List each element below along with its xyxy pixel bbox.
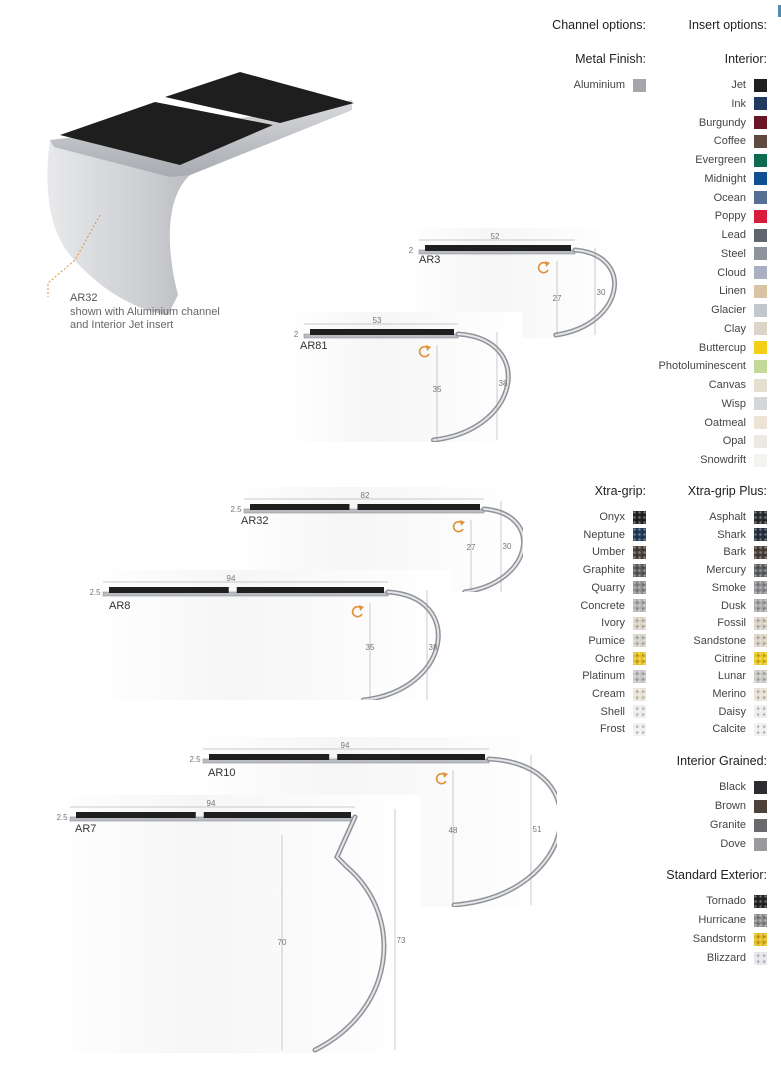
standard-exterior-option[interactable] bbox=[707, 949, 767, 967]
lip-dimension-label: 2.5 bbox=[189, 755, 201, 764]
swatch-label: Onyx bbox=[599, 511, 625, 523]
swatch-label: Photoluminescent bbox=[658, 360, 746, 373]
profile-insert-strip bbox=[209, 754, 329, 760]
swatch-label: Smoke bbox=[711, 581, 746, 594]
color-swatch bbox=[754, 800, 767, 813]
interior-option[interactable] bbox=[722, 395, 767, 413]
hero-caption bbox=[70, 292, 220, 333]
hero-code: AR32 bbox=[70, 292, 98, 304]
width-dimension-label: 82 bbox=[360, 491, 370, 500]
swatch-label: Glacier bbox=[711, 304, 746, 316]
color-swatch bbox=[754, 952, 767, 965]
profile-code: AR7 bbox=[75, 823, 97, 835]
interior-option[interactable] bbox=[714, 189, 767, 207]
swatch-label: Pumice bbox=[588, 634, 625, 647]
color-swatch bbox=[754, 819, 767, 832]
color-swatch bbox=[633, 634, 646, 647]
outer-height-label: 38 bbox=[428, 643, 438, 652]
color-swatch bbox=[754, 397, 767, 410]
rotate-icon-arrow bbox=[443, 772, 448, 778]
xtra-grip-plus-option[interactable] bbox=[712, 685, 767, 703]
profile-code: AR10 bbox=[208, 767, 236, 779]
inner-height-label: 35 bbox=[432, 385, 442, 394]
xtra-grip-option[interactable] bbox=[583, 526, 646, 544]
color-swatch bbox=[754, 79, 767, 92]
insert-options-heading: Insert options: bbox=[688, 18, 767, 32]
swatch-label: Umber bbox=[591, 546, 625, 559]
xtra-grip-plus-option[interactable] bbox=[712, 579, 767, 597]
swatch-label: Snowdrift bbox=[700, 454, 746, 466]
profile-code: AR3 bbox=[419, 254, 441, 266]
hero-caption-line2: and Interior Jet insert bbox=[70, 319, 174, 331]
profile-ar8 bbox=[87, 570, 452, 700]
hero-caption-line1: shown with Aluminium channel bbox=[70, 305, 220, 318]
standard-exterior-option[interactable] bbox=[698, 911, 767, 929]
profile-insert-strip bbox=[337, 754, 485, 760]
color-swatch bbox=[754, 229, 767, 242]
swatch-label: Poppy bbox=[714, 210, 746, 223]
swatch-label: Coffee bbox=[713, 135, 746, 148]
outer-height-label: 38 bbox=[498, 379, 508, 388]
swatch-label: Bark bbox=[723, 546, 746, 559]
rotate-icon-arrow bbox=[545, 261, 550, 267]
swatch-label: Clay bbox=[723, 322, 746, 335]
interior-option[interactable] bbox=[723, 432, 767, 450]
swatch-label: Oatmeal bbox=[704, 416, 746, 429]
color-swatch bbox=[754, 895, 767, 908]
interior-grained-option[interactable] bbox=[715, 797, 767, 815]
swatch-label: Evergreen bbox=[695, 154, 746, 166]
interior-option[interactable] bbox=[715, 207, 767, 225]
swatch-label: Cloud bbox=[717, 266, 746, 279]
interior-grained-heading: Interior Grained: bbox=[676, 754, 767, 768]
profile-nosing-curve bbox=[454, 759, 557, 905]
color-swatch bbox=[633, 617, 646, 630]
swatch-label: Black bbox=[719, 781, 746, 793]
xtra-grip-option[interactable] bbox=[588, 632, 646, 650]
inner-height-label: 27 bbox=[552, 294, 562, 303]
color-swatch bbox=[633, 670, 646, 683]
xtra-grip-plus-option[interactable] bbox=[712, 720, 767, 738]
profile-insert-strip bbox=[250, 504, 350, 510]
width-dimension-label: 53 bbox=[372, 316, 382, 325]
color-swatch bbox=[754, 670, 767, 683]
xtra-grip-plus-option[interactable] bbox=[709, 508, 767, 526]
interior-grained-option[interactable] bbox=[719, 778, 767, 796]
profile-ar81 bbox=[282, 312, 522, 442]
color-swatch bbox=[754, 511, 767, 524]
xtra-grip-plus-option[interactable] bbox=[723, 543, 767, 561]
xtra-grip-plus-heading: Xtra-grip Plus: bbox=[687, 484, 767, 498]
interior-option[interactable] bbox=[717, 264, 767, 282]
color-swatch bbox=[754, 723, 767, 736]
interior-option[interactable] bbox=[699, 339, 767, 357]
xtra-grip-option[interactable] bbox=[583, 561, 646, 579]
interior-option[interactable] bbox=[711, 301, 767, 319]
swatch-label: Sandstorm bbox=[692, 933, 746, 945]
swatch-label: Asphalt bbox=[709, 511, 746, 523]
profile-nosing-highlight bbox=[454, 759, 557, 905]
swatch-label: Graphite bbox=[582, 564, 625, 577]
color-swatch bbox=[754, 688, 767, 701]
profile-nosing-highlight bbox=[315, 817, 384, 1050]
interior-option[interactable] bbox=[700, 451, 767, 469]
interior-option[interactable] bbox=[704, 170, 767, 188]
interior-option[interactable] bbox=[704, 414, 767, 432]
color-swatch bbox=[633, 705, 646, 718]
rotate-icon-arrow bbox=[426, 345, 431, 351]
width-dimension-label: 94 bbox=[340, 741, 350, 750]
standard-exterior-option[interactable] bbox=[693, 930, 767, 948]
color-swatch bbox=[754, 599, 767, 612]
swatch-label: Concrete bbox=[580, 599, 625, 612]
color-swatch bbox=[754, 266, 767, 279]
xtra-grip-option[interactable] bbox=[595, 650, 646, 668]
xtra-grip-plus-option[interactable] bbox=[718, 703, 767, 721]
swatch-label: Jet bbox=[731, 79, 746, 91]
metal-finish-option[interactable] bbox=[574, 76, 646, 94]
width-dimension-label: 52 bbox=[490, 232, 500, 241]
swatch-label: Linen bbox=[719, 285, 746, 298]
swatch-label: Lunar bbox=[717, 670, 746, 683]
swatch-label: Neptune bbox=[583, 528, 625, 541]
swatch-label: Platinum bbox=[582, 670, 625, 683]
xtra-grip-plus-option[interactable] bbox=[718, 667, 767, 685]
xtra-grip-plus-option[interactable] bbox=[706, 561, 767, 579]
color-swatch bbox=[754, 914, 767, 927]
rotate-icon-arrow bbox=[460, 520, 465, 526]
xtra-grip-option[interactable] bbox=[601, 614, 646, 632]
profile-drawing bbox=[48, 795, 420, 1053]
xtra-grip-plus-option[interactable] bbox=[693, 632, 767, 650]
swatch-label: Canvas bbox=[708, 379, 746, 391]
color-swatch bbox=[754, 933, 767, 946]
xtra-grip-plus-option[interactable] bbox=[717, 526, 767, 544]
interior-option[interactable] bbox=[699, 114, 767, 132]
lip-dimension-label: 2 bbox=[293, 330, 299, 339]
swatch-label: Shell bbox=[600, 705, 625, 718]
swatch-label: Blizzard bbox=[706, 952, 746, 964]
xtra-grip-option[interactable] bbox=[592, 685, 646, 703]
color-swatch bbox=[754, 634, 767, 647]
xtra-grip-option[interactable] bbox=[600, 720, 646, 738]
outer-height-label: 51 bbox=[532, 825, 542, 834]
color-swatch bbox=[754, 528, 767, 541]
color-swatch bbox=[754, 191, 767, 204]
swatch-label: Buttercup bbox=[698, 341, 746, 354]
color-swatch bbox=[754, 564, 767, 577]
profile-insert-strip bbox=[358, 504, 481, 510]
color-swatch bbox=[754, 546, 767, 559]
swatch-label: Shark bbox=[717, 528, 746, 541]
swatch-label: Dove bbox=[720, 838, 746, 850]
width-dimension-label: 94 bbox=[206, 799, 216, 808]
channel-options-heading: Channel options: bbox=[552, 18, 646, 32]
swatch-label: Calcite bbox=[712, 723, 746, 736]
swatch-label: Brown bbox=[714, 800, 746, 812]
swatch-label: Opal bbox=[722, 435, 746, 448]
color-swatch bbox=[633, 599, 646, 612]
lip-dimension-label: 2.5 bbox=[89, 588, 101, 597]
profile-code: AR32 bbox=[241, 515, 269, 527]
interior-option[interactable] bbox=[721, 245, 767, 263]
inner-height-label: 27 bbox=[466, 543, 476, 552]
outer-height-label: 30 bbox=[596, 288, 606, 297]
color-swatch bbox=[754, 172, 767, 185]
color-swatch bbox=[754, 617, 767, 630]
swatch-label: Lead bbox=[721, 229, 746, 241]
profile-insert-strip bbox=[237, 587, 384, 593]
hero-stair-nosing-illustration bbox=[40, 65, 360, 325]
profile-nosing-highlight bbox=[556, 250, 615, 335]
swatch-label: Fossil bbox=[717, 617, 746, 630]
inner-height-label: 70 bbox=[277, 938, 287, 947]
outer-height-label: 73 bbox=[396, 936, 406, 945]
xtra-grip-option[interactable] bbox=[599, 508, 646, 526]
swatch-label: Dusk bbox=[720, 599, 746, 612]
swatch-label: Ocean bbox=[713, 191, 746, 204]
color-swatch bbox=[754, 454, 767, 467]
color-swatch bbox=[633, 688, 646, 701]
swatch-label: Citrine bbox=[714, 652, 746, 665]
profile-code: AR8 bbox=[109, 600, 131, 612]
interior-option[interactable] bbox=[731, 76, 767, 94]
width-dimension-label: 94 bbox=[226, 574, 236, 583]
swatch-label: Merino bbox=[712, 688, 746, 700]
color-swatch bbox=[633, 546, 646, 559]
color-swatch bbox=[754, 285, 767, 298]
rotate-icon-arrow bbox=[359, 605, 364, 611]
color-swatch bbox=[754, 247, 767, 260]
swatch-label: Midnight bbox=[704, 172, 746, 185]
color-swatch bbox=[633, 79, 646, 92]
swatch-label: Quarry bbox=[591, 581, 625, 594]
swatch-label: Ochre bbox=[595, 652, 625, 665]
swatch-label: Mercury bbox=[706, 564, 746, 577]
color-swatch bbox=[754, 154, 767, 167]
interior-grained-option[interactable] bbox=[720, 835, 767, 853]
xtra-grip-option[interactable] bbox=[591, 579, 646, 597]
color-swatch bbox=[754, 97, 767, 110]
swatch-label: Frost bbox=[599, 723, 625, 736]
xtra-grip-option[interactable] bbox=[601, 703, 646, 721]
color-swatch bbox=[754, 416, 767, 429]
lip-dimension-label: 2.5 bbox=[230, 505, 242, 514]
swatch-label: Daisy bbox=[718, 705, 746, 718]
lip-dimension-label: 2.5 bbox=[56, 813, 68, 822]
color-swatch bbox=[754, 705, 767, 718]
swatch-label: Wisp bbox=[721, 397, 746, 410]
profile-drawing bbox=[87, 570, 452, 700]
interior-option[interactable] bbox=[731, 95, 767, 113]
profile-ar7 bbox=[48, 795, 420, 1053]
xtra-grip-plus-option[interactable] bbox=[717, 614, 767, 632]
color-swatch bbox=[754, 652, 767, 665]
profile-insert-strip bbox=[76, 812, 196, 818]
color-swatch bbox=[633, 652, 646, 665]
outer-height-label: 30 bbox=[502, 542, 512, 551]
interior-option[interactable] bbox=[695, 151, 767, 169]
swatch-label: Steel bbox=[720, 247, 746, 260]
swatch-label: Aluminium bbox=[573, 79, 625, 91]
swatch-label: Granite bbox=[709, 819, 746, 831]
color-swatch bbox=[633, 723, 646, 736]
profile-insert-strip bbox=[204, 812, 351, 818]
interior-option[interactable] bbox=[722, 226, 767, 244]
profile-insert-strip bbox=[109, 587, 229, 593]
color-swatch bbox=[754, 581, 767, 594]
interior-option[interactable] bbox=[709, 376, 767, 394]
color-swatch bbox=[754, 838, 767, 851]
xtra-grip-option[interactable] bbox=[582, 667, 646, 685]
profile-insert-strip bbox=[310, 329, 454, 335]
swatch-label: Hurricane bbox=[698, 914, 746, 926]
color-swatch bbox=[754, 210, 767, 223]
interior-option[interactable] bbox=[724, 320, 767, 338]
xtra-grip-option[interactable] bbox=[592, 543, 646, 561]
swatch-label: Tornado bbox=[706, 895, 746, 907]
swatch-label: Cream bbox=[591, 688, 625, 700]
interior-grained-option[interactable] bbox=[710, 816, 767, 834]
color-swatch bbox=[633, 528, 646, 541]
color-swatch bbox=[754, 781, 767, 794]
interior-option[interactable] bbox=[719, 282, 767, 300]
color-swatch bbox=[754, 379, 767, 392]
swatch-label: Burgundy bbox=[698, 116, 746, 129]
interior-option[interactable] bbox=[659, 357, 767, 375]
xtra-grip-plus-option[interactable] bbox=[714, 650, 767, 668]
xtra-grip-heading: Xtra-grip: bbox=[594, 484, 646, 498]
color-swatch bbox=[754, 304, 767, 317]
interior-heading: Interior: bbox=[724, 52, 767, 66]
profile-code: AR81 bbox=[300, 340, 328, 352]
swatch-label: Ivory bbox=[601, 617, 625, 630]
xtra-grip-plus-option[interactable] bbox=[721, 597, 767, 615]
swatch-label: Sandstone bbox=[693, 634, 746, 647]
color-swatch bbox=[633, 511, 646, 524]
metal-finish-heading: Metal Finish: bbox=[575, 52, 646, 66]
swatch-label: Ink bbox=[731, 97, 746, 110]
profile-nosing-curve bbox=[315, 817, 384, 1050]
xtra-grip-option[interactable] bbox=[580, 597, 646, 615]
interior-option[interactable] bbox=[714, 132, 767, 150]
inner-height-label: 48 bbox=[448, 826, 458, 835]
profile-drawing bbox=[282, 312, 522, 442]
color-swatch bbox=[754, 135, 767, 148]
color-swatch bbox=[633, 564, 646, 577]
color-swatch bbox=[754, 341, 767, 354]
color-swatch bbox=[754, 360, 767, 373]
color-swatch bbox=[754, 322, 767, 335]
profile-insert-strip bbox=[425, 245, 571, 251]
color-swatch bbox=[754, 116, 767, 129]
color-swatch bbox=[754, 435, 767, 448]
standard-exterior-option[interactable] bbox=[706, 892, 767, 910]
standard-exterior-heading: Standard Exterior: bbox=[666, 868, 767, 882]
color-swatch bbox=[633, 581, 646, 594]
lip-dimension-label: 2 bbox=[408, 246, 414, 255]
inner-height-label: 35 bbox=[365, 643, 375, 652]
